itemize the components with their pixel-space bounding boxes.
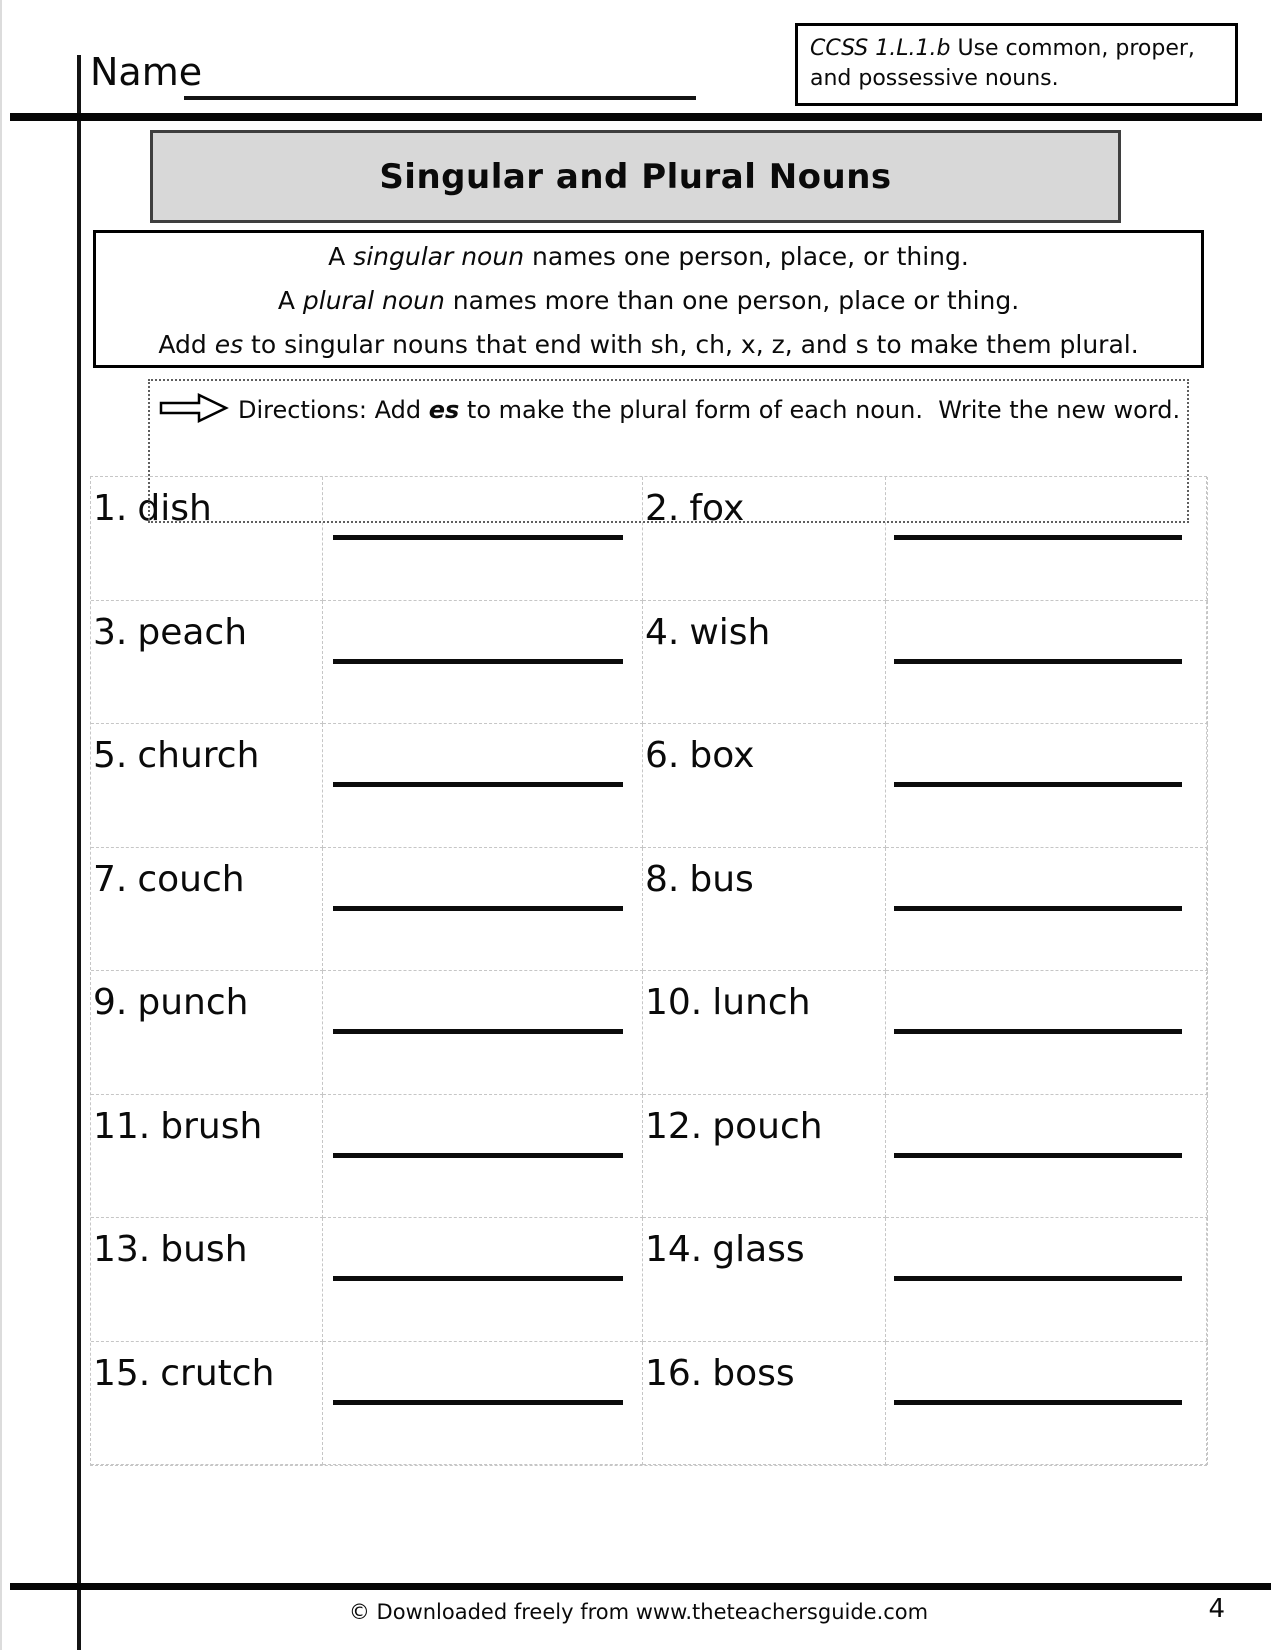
rule-line-3: Add es to singular nouns that end with sh, ch, x, z, and s to make them plural. [158, 330, 1139, 359]
ccss-text: Use common, proper, and possessive nouns. [810, 36, 1195, 91]
item-13: 13. bush [91, 1218, 323, 1342]
left-margin-line [77, 55, 81, 1650]
rule-line-2: A plural noun names more than one person, place or thing. [277, 286, 1020, 315]
item-5: 5. church [91, 724, 323, 848]
name-label: Name [90, 50, 203, 94]
worksheet-grid [90, 476, 1207, 1466]
answer-line [333, 782, 623, 787]
item-2: 2. fox [643, 477, 886, 601]
answer-blank-11 [323, 1095, 643, 1219]
answer-line [333, 906, 623, 911]
header-divider-rule [10, 113, 1262, 121]
answer-line [333, 535, 623, 540]
rule-line-1: A singular noun names one person, place, or thing. [328, 242, 969, 271]
answer-line [894, 1400, 1182, 1405]
item-9: 9. punch [91, 971, 323, 1095]
answer-blank-15 [323, 1342, 643, 1466]
answer-line [894, 1276, 1182, 1281]
item-11: 11. brush [91, 1095, 323, 1219]
item-12: 12. pouch [643, 1095, 886, 1219]
answer-blank-3 [323, 601, 643, 725]
item-1: 1. dish [91, 477, 323, 601]
answer-blank-14 [886, 1218, 1208, 1342]
answer-blank-16 [886, 1342, 1208, 1466]
answer-blank-10 [886, 971, 1208, 1095]
answer-blank-6 [886, 724, 1208, 848]
answer-blank-7 [323, 848, 643, 972]
item-3: 3. peach [91, 601, 323, 725]
answer-line [333, 1029, 623, 1034]
answer-blank-4 [886, 601, 1208, 725]
item-10: 10. lunch [643, 971, 886, 1095]
item-8: 8. bus [643, 848, 886, 972]
answer-blank-5 [323, 724, 643, 848]
ccss-standard-box [795, 23, 1238, 106]
answer-blank-13 [323, 1218, 643, 1342]
item-15: 15. crutch [91, 1342, 323, 1466]
footer-divider-rule [10, 1583, 1271, 1590]
page-title: Singular and Plural Nouns [379, 156, 892, 197]
item-7: 7. couch [91, 848, 323, 972]
answer-line [333, 1276, 623, 1281]
answer-line [333, 1400, 623, 1405]
ccss-code: CCSS 1.L.1.b [810, 36, 951, 61]
answer-line [894, 906, 1182, 911]
answer-line [333, 659, 623, 664]
directions-box [148, 379, 1189, 523]
answer-blank-9 [323, 971, 643, 1095]
page-number: 4 [1208, 1594, 1225, 1624]
right-arrow-icon [158, 391, 230, 429]
answer-line [333, 1153, 623, 1158]
answer-line [894, 535, 1182, 540]
answer-line [894, 1029, 1182, 1034]
item-6: 6. box [643, 724, 886, 848]
name-blank-line [184, 96, 696, 100]
footer-credit: © Downloaded freely from www.theteachersguide.com [348, 1600, 929, 1624]
answer-line [894, 659, 1182, 664]
directions-text: Directions: Add es to make the plural form of each noun. Write the new word. [238, 396, 1181, 424]
item-16: 16. boss [643, 1342, 886, 1466]
answer-blank-8 [886, 848, 1208, 972]
item-4: 4. wish [643, 601, 886, 725]
answer-line [894, 782, 1182, 787]
rules-box [93, 230, 1204, 368]
title-bar [150, 130, 1121, 223]
answer-blank-12 [886, 1095, 1208, 1219]
answer-line [894, 1153, 1182, 1158]
item-14: 14. glass [643, 1218, 886, 1342]
